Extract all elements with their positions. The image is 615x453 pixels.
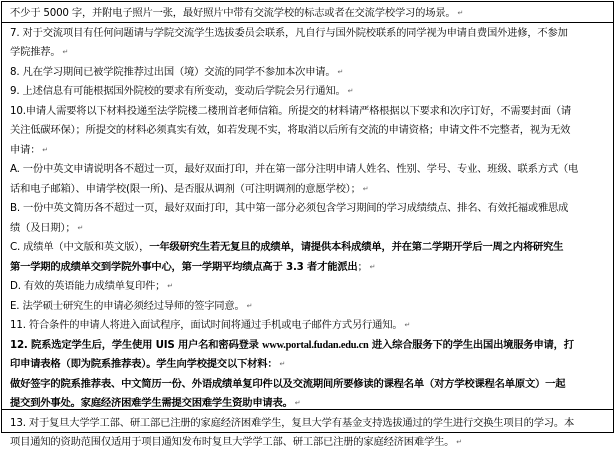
- text-segment: D. 有效的英语能力成绩单复印件；: [10, 280, 166, 292]
- text-line: [10, 297, 605, 317]
- text-segment: 不少于 5000 字，并附电子照片一张，最好照片中带有交流学校的标志或者在交流学校学习的场景。: [10, 7, 456, 19]
- bold-text-segment: 印申请表格（即为院系推荐表）。学生向学校提交以下材料：: [10, 358, 278, 370]
- bold-text-segment: 第一学期的成绩单交到学院外事中心，第一学期平均绩点高于 3.3 者才能派出: [10, 260, 358, 273]
- text-segment: 10.申请人需要将以下材料投递至法学院楼二楼刑首老师信箱。所提交的材料请严格根据以下要求和次序订好，不需要封面（请: [10, 104, 572, 117]
- text-segment: 学院推荐。: [10, 46, 61, 58]
- paragraph-mark-icon: [338, 63, 346, 83]
- text-line: [10, 199, 605, 219]
- text-line: [10, 160, 605, 180]
- document-table-cell: [1, 1, 614, 448]
- paragraph-mark-icon: [247, 297, 255, 317]
- text-line: [10, 433, 605, 453]
- text-line: [10, 336, 605, 356]
- paragraph-mark-icon: [370, 258, 378, 278]
- text-segment: 7. 对于交流项目有任何问题请与学院交流学生选拔委员会联系，凡自行与国外院校联系的同学视为申请自费国外进修，不参加: [10, 26, 568, 39]
- paragraph-mark-icon: [456, 433, 464, 453]
- paragraph-mark-icon: [279, 355, 287, 375]
- text-segment: 绩（及日期）；: [10, 221, 76, 234]
- paragraph-mark-icon: [404, 316, 412, 336]
- text-segment: C. 成绩单（中文版和英文版），: [10, 241, 150, 253]
- text-line: [10, 63, 605, 83]
- text-segment: 11. 符合条件的申请人将进入面试程序，面试时间将通过手机或电子邮件方式另行通知。: [10, 319, 403, 331]
- text-line: [10, 238, 605, 258]
- text-line: [10, 82, 605, 102]
- text-segment: 8. 凡在学习期间已被学院推荐过出国（境）交流的同学不参加本次申请。: [10, 65, 336, 78]
- text-line: [10, 24, 605, 44]
- text-segment: 申请：: [10, 143, 41, 156]
- text-segment: 9. 上述信息有可能根据国外院校的要求有所变动，变动后学院会另行通知。: [10, 85, 346, 97]
- text-segment: 项目通知的资助范围仅适用于项目通知发布时复旦大学学工部、研工部已注册的家庭经济困难学生。: [10, 436, 455, 448]
- text-line: [10, 102, 605, 122]
- bold-text-segment: www.portal.fudan.edu.cn: [262, 339, 369, 351]
- bold-text-segment: 一年级研究生若无复旦的成绩单，请提供本科成绩单，并在第二学期开学后一周之内将研究生: [149, 241, 564, 253]
- text-segment: ；: [357, 260, 368, 273]
- text-segment: E. 法学硕士研究生的申请必须经过导师的签字同意。: [10, 299, 245, 312]
- paragraph-mark-icon: [62, 43, 70, 63]
- text-line: [10, 414, 605, 434]
- bold-text-segment: 进入综合服务下的学生出国出境服务申请，打: [368, 338, 574, 351]
- text-line: [10, 121, 605, 141]
- text-line: [10, 141, 605, 161]
- bold-text-segment: 12. 院系选定学生后，学生使用 UIS 用户名和密码登录: [10, 338, 263, 351]
- paragraph-mark-icon: [363, 180, 371, 200]
- text-segment: 话和电子邮箱）、申请学校(限一所)、是否服从调剂（可注明调剂的意愿学校）；: [10, 182, 361, 195]
- document-body: [10, 4, 605, 453]
- paragraph-mark-icon: [78, 219, 86, 239]
- bold-text-segment: 做好签字的院系推荐表、中文简历一份、外语成绩单复印件以及交流期间所要修读的课程名单（对方学校课程名单原文）一起: [10, 377, 566, 390]
- paragraph-mark-icon: [42, 141, 50, 161]
- text-line: [10, 180, 605, 200]
- paragraph-mark-icon: [458, 4, 466, 24]
- text-line: [10, 4, 605, 24]
- paragraph-mark-icon: [295, 394, 303, 414]
- text-line: [10, 355, 605, 375]
- text-segment: 关注低碳环保）；所提交的材料必须真实有效，如若发现不实，将取消以后所有交流的申请资格；申请文件不完整者，视为无效: [10, 124, 571, 136]
- text-line: [10, 258, 605, 278]
- text-line: [10, 394, 605, 414]
- bold-text-segment: 提交到外事处。家庭经济困难学生需提交困难学生资助申请表。: [10, 397, 293, 409]
- text-segment: A. 一份中英文申请说明各不超过一页，最好双面打印，并在第一部分注明申请人姓名、性别、学号、专业、班级、联系方式（电: [10, 163, 579, 175]
- paragraph-mark-icon: [348, 82, 356, 102]
- text-line: [10, 43, 605, 63]
- text-segment: 13. 对于复旦大学学工部、研工部已注册的家庭经济困难学生，复旦大学有基金支持选拔通过的学生进行交换生项目的学习。本: [10, 416, 575, 429]
- text-line: [10, 375, 605, 395]
- text-segment: B. 一份中英文简历各不超过一页，最好双面打印，其中第一部分必须包含学习期间的学习成绩绩点、排名、有效托福或雅思成: [10, 202, 569, 214]
- text-line: [10, 316, 605, 336]
- text-line: [10, 219, 605, 239]
- paragraph-mark-icon: [167, 277, 175, 297]
- text-line: [10, 277, 605, 297]
